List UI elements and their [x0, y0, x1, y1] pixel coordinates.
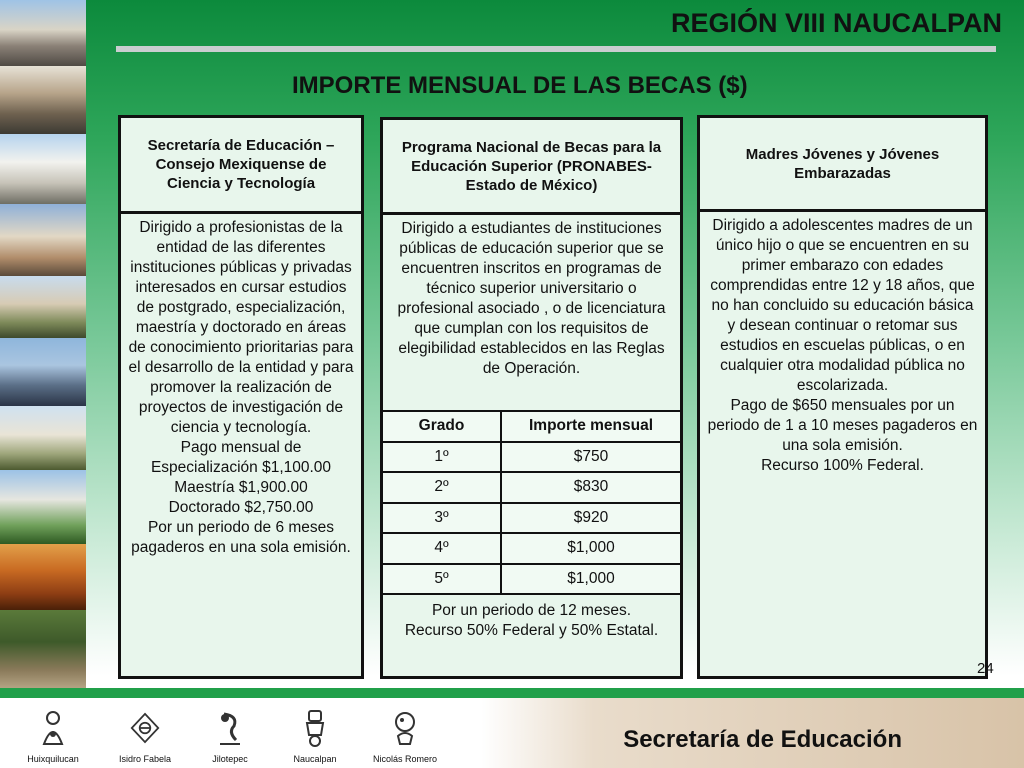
- photo-stone-bridge: [0, 66, 86, 134]
- footer-accent-bar: [0, 688, 1024, 698]
- panel-paragraph: Recurso 50% Federal y 50% Estatal.: [404, 622, 659, 639]
- logo-caption: Jilotepec: [212, 754, 248, 764]
- isidro-fabela-glyph-icon: [130, 708, 160, 748]
- cell-grado: 1º: [383, 442, 501, 473]
- table-header-row: [383, 411, 680, 442]
- panel-paragraph: Por un periodo de 6 meses pagaderos en una sola emisión.: [131, 519, 351, 556]
- table-row: [383, 472, 680, 503]
- page-number: 24: [977, 660, 994, 677]
- logo-naucalpan: [275, 708, 355, 764]
- table-row: [383, 533, 680, 564]
- table-row: [383, 564, 680, 595]
- panel-body: [700, 212, 985, 480]
- naucalpan-glyph-icon: [300, 708, 330, 748]
- panel-paragraph: Recurso 100% Federal.: [761, 457, 924, 474]
- huixquilucan-glyph-icon: [38, 708, 68, 748]
- logo-nicolas-romero: [365, 708, 445, 764]
- jilotepec-glyph-icon: [215, 708, 245, 748]
- panel-paragraph: Maestría $1,900.00: [174, 479, 308, 496]
- panel-footer: [383, 595, 680, 645]
- panel-body: [121, 214, 361, 562]
- cell-grado: 5º: [383, 564, 501, 595]
- photo-strip: [0, 0, 86, 690]
- nicolas-romero-glyph-icon: [390, 708, 420, 748]
- cell-grado: 4º: [383, 533, 501, 564]
- logo-caption: Nicolás Romero: [372, 754, 438, 764]
- cell-importe: $1,000: [501, 533, 680, 564]
- panel-paragraph: Doctorado $2,750.00: [168, 499, 314, 516]
- panel-heading: Secretaría de Educación – Consejo Mexiquense de Ciencia y Tecnología: [121, 118, 361, 214]
- photo-town-street: [0, 406, 86, 470]
- cell-importe: $830: [501, 472, 680, 503]
- region-title: REGIÓN VIII NAUCALPAN: [670, 8, 1002, 38]
- cell-importe: $1,000: [501, 564, 680, 595]
- panel-secretaria: [118, 115, 364, 679]
- logo-isidro-fabela: [105, 708, 185, 764]
- panel-heading: Programa Nacional de Becas para la Educación Superior (PRONABES-Estado de México): [383, 120, 680, 215]
- logo-caption: Huixquilucan: [27, 754, 79, 764]
- cell-importe: $920: [501, 503, 680, 534]
- column-header-importe: Importe mensual: [501, 411, 680, 442]
- panel-madres: [697, 115, 988, 679]
- table-row: [383, 503, 680, 534]
- panel-heading: Madres Jóvenes y Jóvenes Embarazadas: [700, 118, 985, 212]
- photo-lake: [0, 338, 86, 406]
- photo-interior-mural: [0, 544, 86, 610]
- panel-paragraph: Pago mensual de Especialización $1,100.00: [150, 439, 332, 476]
- municipality-logos: [0, 698, 480, 768]
- table-row: [383, 442, 680, 473]
- grade-table: [383, 410, 680, 595]
- photo-white-building: [0, 134, 86, 204]
- panel-pronabes: [380, 117, 683, 679]
- logo-caption: Naucalpan: [293, 754, 337, 764]
- column-header-grado: Grado: [383, 411, 501, 442]
- photo-church: [0, 276, 86, 338]
- cell-importe: $750: [501, 442, 680, 473]
- photo-church-garden: [0, 470, 86, 544]
- cell-grado: 2º: [383, 472, 501, 503]
- logo-huixquilucan: [13, 708, 93, 764]
- header-divider: [116, 46, 996, 52]
- logo-jilotepec: [190, 708, 270, 764]
- panel-paragraph: Dirigido a profesionistas de la entidad de las diferentes instituciones públicas y privadas interesados en cursar estudios de postgrado, especialización, maestría y doctorado en áreas de conocimiento prioritarias para el desarrollo de la entidad y para promover la realización de proyectos de investigación de ciencia y tecnología.: [128, 219, 354, 436]
- photo-forest-path: [0, 610, 86, 690]
- photo-plaza: [0, 204, 86, 276]
- footer-brand: Secretaría de Educación: [623, 726, 902, 753]
- panel-paragraph: Dirigido a adolescentes madres de un único hijo o que se encuentren en su primer embarazo con edades comprendidas entre 12 y 18 años, que no han concluido su educación básica y desean continuar o retomar sus estudios en escuelas públicas, o en cualquier otra modalidad pública no escolarizada.: [710, 217, 975, 394]
- logo-caption: Isidro Fabela: [118, 754, 172, 764]
- page-title: IMPORTE MENSUAL DE LAS BECAS ($): [292, 72, 748, 99]
- photo-municipal-building: [0, 0, 86, 66]
- panel-intro: Dirigido a estudiantes de instituciones públicas de educación superior que se encuentren inscritos en programas de técnico superior universitario o profesional asociado , o de licenciatura que cumplan con los requisitos de elegibilidad establecidos en las Reglas de Operación.: [397, 220, 666, 377]
- footer: [0, 698, 1024, 768]
- panel-paragraph: Por un periodo de 12 meses.: [431, 602, 632, 619]
- cell-grado: 3º: [383, 503, 501, 534]
- panel-paragraph: Pago de $650 mensuales por un periodo de 1 a 10 meses pagaderos en una sola emisión.: [707, 397, 978, 454]
